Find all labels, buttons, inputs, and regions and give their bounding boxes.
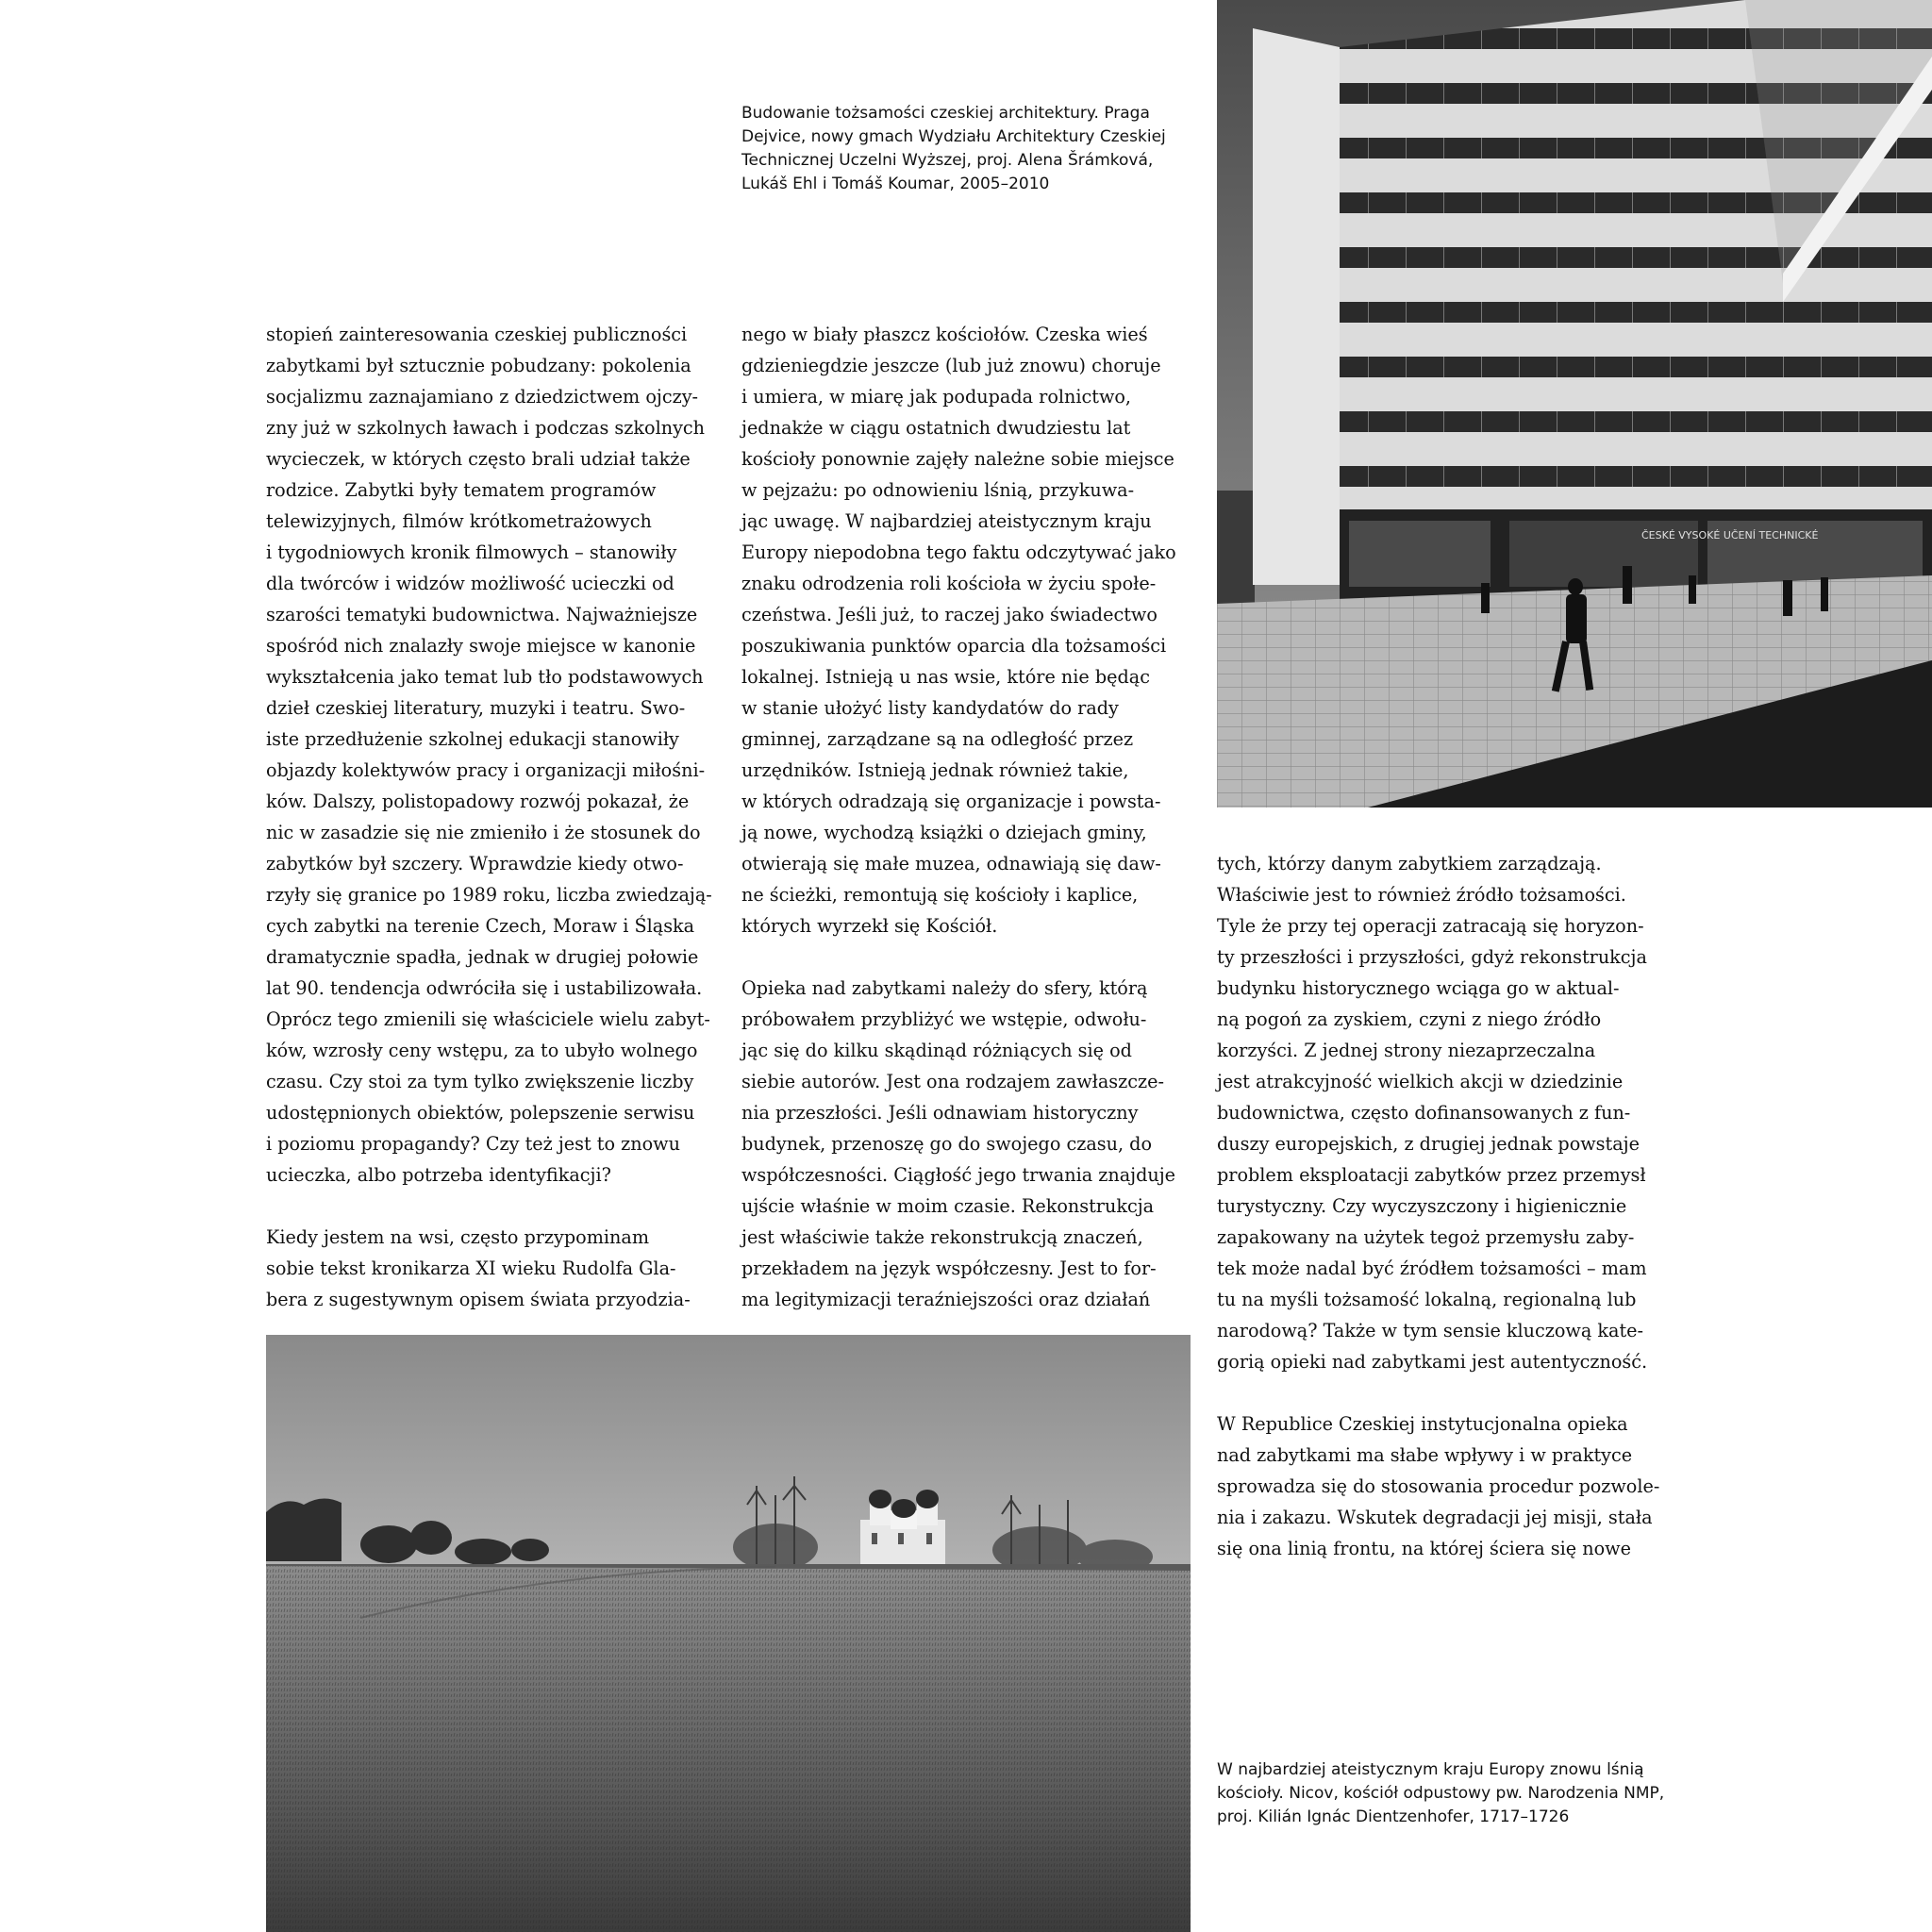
photo-church-landscape — [266, 1335, 1191, 1932]
text-column-middle — [741, 319, 1204, 1315]
paragraph: W Republice Czeskiej instytucjonalna opieka nad zabytkami ma słabe wpływy i w praktyce sprowadza się do stosowania procedur pozwole- nia i zakazu. Wskutek degradacji jej misji, stała się ona linią frontu, na której ściera się nowe — [1217, 1413, 1660, 1559]
photo-faculty-building — [1217, 0, 1932, 808]
caption-church-photo: W najbardziej ateistycznym kraju Europy znowu lśnią kościoły. Nicov, kościół odpustowy pw. Narodzenia NMP, proj. Kilián Ignác Dientzenhofer, 1717–1726 — [1217, 1760, 1665, 1826]
text-column-left — [266, 319, 719, 1315]
caption-building-photo: Budowanie tożsamości czeskiej architektury. Praga Dejvice, nowy gmach Wydziału Architektury Czeskiej Technicznej Uczelni Wyższej, proj. Alena Šrámková, Lukáš Ehl i Tomáš Koumar, 2005–2010 — [741, 104, 1166, 193]
church-illustration — [860, 1490, 945, 1569]
text-column-right — [1217, 848, 1689, 1564]
paragraph: nego w biały płaszcz kościołów. Czeska wieś gdzieniegdzie jeszcze (lub już znowu) choruje i umiera, w miarę jak podupada rolnictwo, jednakże w ciągu ostatnich dwudziestu lat kościoły ponownie zajęły należne sobie miejsce w pejzażu: po odnowieniu lśnią, przykuwa- jąc uwagę. W najbardziej ateistycznym kraju Europy niepodobna tego faktu odczytywać jako znaku odrodzenia roli kościoła w życiu społe- czeństwa. Jeśli już, to raczej jako świadectwo poszukiwania punktów oparcia dla tożsamości lokalnej. Istnieją u nas wsie, które nie będąc w stanie ułożyć listy kandydatów do rady gminnej, zarządzane są na odległość przez urzędników. Istnieją jednak również takie, w których odradzają się organizacje i powsta- ją nowe, wychodzą książki o dziejach gminy, otwierają się małe muzea, odnawiają się daw- ne ścieżki, remontują się kościoły i kaplice, których wyrzekł się Kościół. — [741, 324, 1176, 937]
photo-church-landscape-graphic — [266, 1335, 1191, 1932]
paragraph: tych, którzy danym zabytkiem zarządzają. Właściwie jest to również źródło tożsamości. Tyle że przy tej operacji zatracają się horyzon- ty przeszłości i przyszłości, gdyż rekonstrukcja budynku historycznego wciąga go w aktual- ną pogoń za zyskiem, czyni z niego źródło korzyści. Z jednej strony niezaprzeczalna jest atrakcyjność wielkich akcji w dziedzinie budownictwa, często dofinansowanych z fun- duszy europejskich, z drugiej jednak powstaje problem eksploatacji zabytków przez przemysł turystyczny. Czy wyczyszczony i higienicznie zapakowany na użytek tegoż przemysłu zaby- tek może nadal być źródłem tożsamości – mam tu na myśli tożsamość lokalną, regionalną lub narodową? Także w tym sensie kluczową kate- gorią opieki nad zabytkami jest autentyczność. — [1217, 853, 1648, 1373]
paragraph: Kiedy jestem na wsi, często przypominam sobie tekst kronikarza XI wieku Rudolfa Gla- bera z sugestywnym opisem świata przyodzia- — [266, 1226, 691, 1310]
building-sign-text: ČESKÉ VYSOKÉ UČENÍ TECHNICKÉ — [1641, 529, 1819, 541]
paragraph: stopień zainteresowania czeskiej publiczności zabytkami był sztucznie pobudzany: pokolenia socjalizmu zaznajamiano z dziedzictwem ojczy- zny już w szkolnych ławach i podczas szkolnych wycieczek, w których często brali udział także rodzice. Zabytki były tematem programów telewizyjnych, filmów krótkometrażowych i tygodniowych kronik filmowych – stanowiły dla twórców i widzów możliwość ucieczki od szarości tematyki budownictwa. Najważniejsze spośród nich znalazły swoje miejsce w kanonie wykształcenia jako temat lub tło podstawowych dzieł czeskiej literatury, muzyki i teatru. Swo- iste przedłużenie szkolnej edukacji stanowiły objazdy kolektywów pracy i organizacji miłośni- ków. Dalszy, polistopadowy rozwój pokazał, że nic w zasadzie się nie zmieniło i że stosunek do zabytków był szczery. Wprawdzie kiedy otwo- rzyły się granice po 1989 roku, liczba zwiedzają- cych zabytki na terenie Czech, Moraw i Śląska dramatycznie spadła, jednak w drugiej połowie lat 90. tendencja odwróciła się i ustabilizowała. Oprócz tego zmienili się właściciele wielu zabyt- ków, wzrosły ceny wstępu, za to ubyło wolnego czasu. Czy stoi za tym tylko zwiększenie liczby udostępnionych obiektów, polepszenie serwisu i poziomu propagandy? Czy też jest to znowu ucieczka, albo potrzeba identyfikacji? — [266, 324, 712, 1186]
paragraph: Opieka nad zabytkami należy do sfery, którą próbowałem przybliżyć we wstępie, odwołu- jąc się do kilku skądinąd różniących się od siebie autorów. Jest ona rodzajem zawłaszcze- nia przeszłości. Jeśli odnawiam historyczny budynek, przenoszę go do swojego czasu, do współczesności. Ciągłość jego trwania znajduje ujście właśnie w moim czasie. Rekonstrukcja jest właściwie także rekonstrukcją znaczeń, przekładem na język współczesny. Jest to for- ma legitymizacji teraźniejszości oraz działań — [741, 977, 1176, 1310]
photo-faculty-building-graphic — [1217, 0, 1932, 808]
